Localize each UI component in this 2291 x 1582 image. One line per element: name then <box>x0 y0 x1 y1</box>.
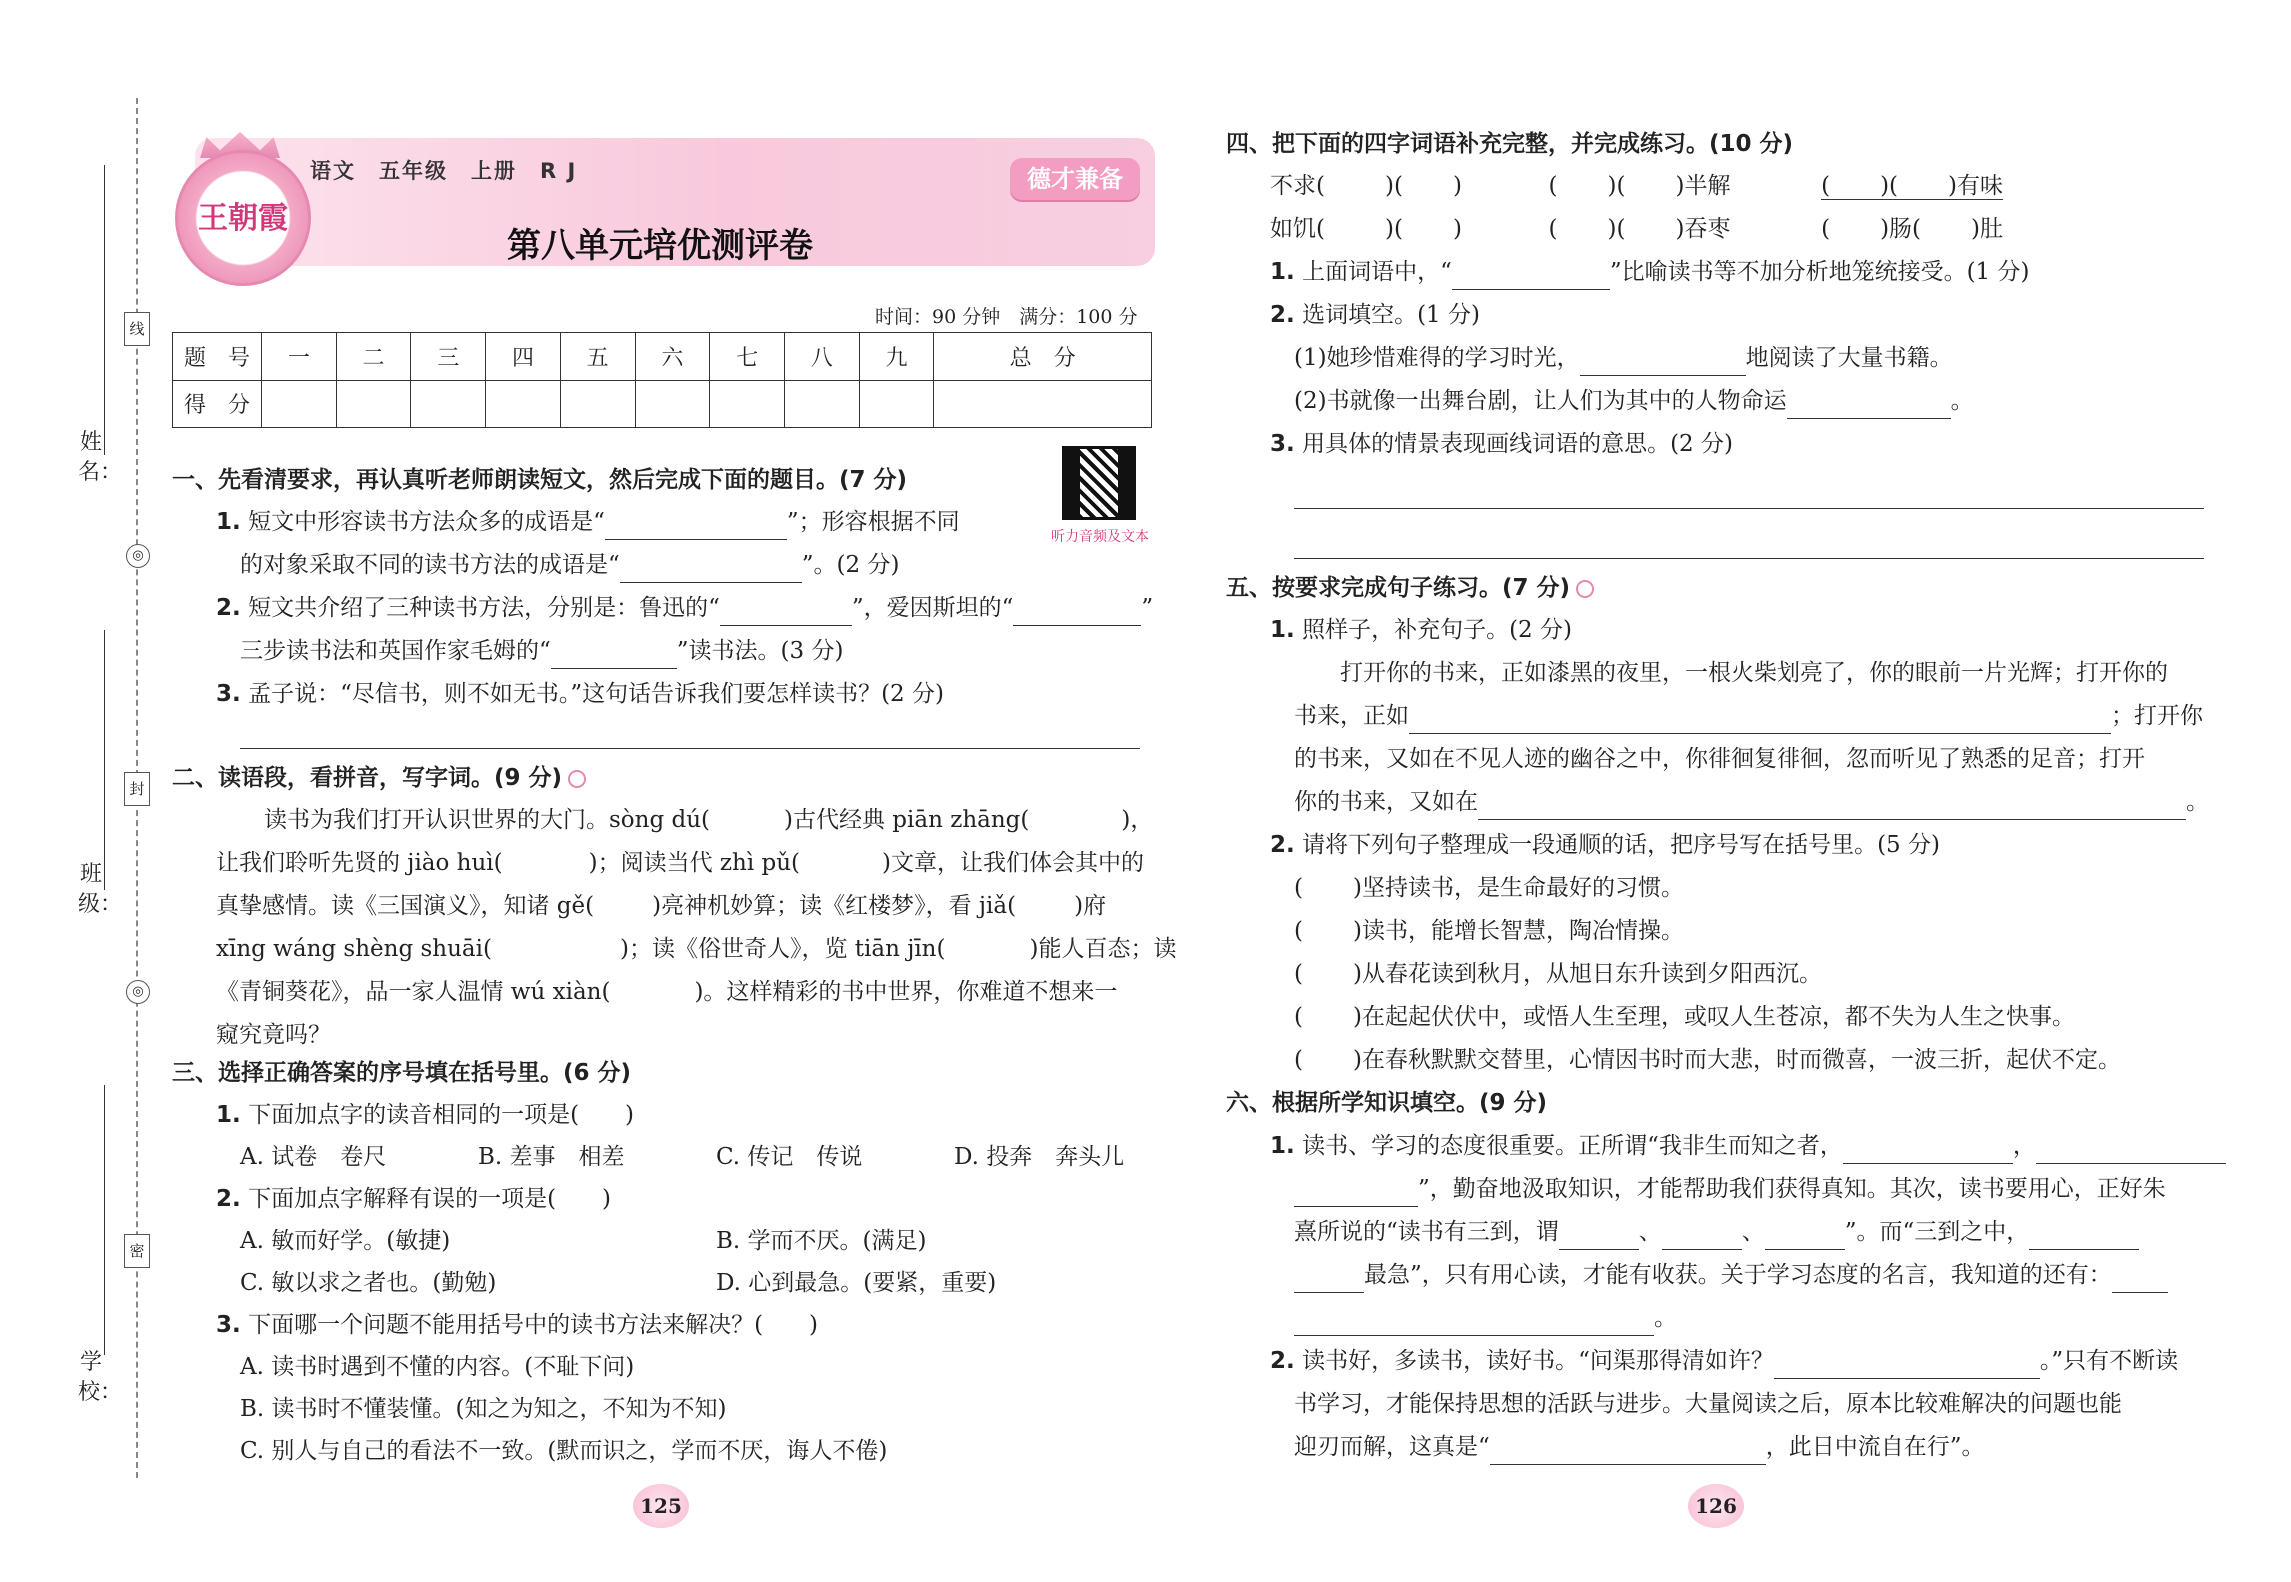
s4-idiom-row-1 <box>1270 168 2003 204</box>
s5-order-item: ( )坚持读书，是生命最好的习惯。 <box>1294 875 1684 901</box>
answer-blank[interactable] <box>1580 347 1746 376</box>
section-6-heading: 六、根据所学知识填空。(9 分) <box>1226 1090 1548 1116</box>
s6-text: ”，勤奋地汲取知识，才能帮助我们获得真知。其次，读书要用心，正好朱 <box>1418 1176 2166 1202</box>
answer-blank[interactable] <box>1843 1135 2013 1164</box>
idiom-text: )吞枣 <box>1675 216 1731 242</box>
answer-blank[interactable] <box>1478 791 2186 820</box>
answer-blank[interactable] <box>1774 1350 2040 1379</box>
s5-item-text: 在起起伏伏中，或悟人生至理，或叹人生苍凉，都不失为人生之快事。 <box>1361 1004 2075 1030</box>
s5-item-text: 在春秋默默交替里，心情因书时而大悲，时而微喜，一波三折，起伏不定。 <box>1361 1047 2121 1073</box>
s4-idiom-row-2 <box>1270 211 2003 247</box>
question-number: 3. <box>216 1312 241 1338</box>
section-5-heading-text: 五、按要求完成句子练习。(7 分) <box>1226 575 1571 601</box>
s6-text: 、 <box>1741 1219 1765 1245</box>
score-cell[interactable] <box>411 380 486 428</box>
seal-mark: 封 <box>124 772 150 806</box>
question-number: 2. <box>216 595 241 621</box>
binding-hole-icon: ◎ <box>126 544 150 568</box>
brand-badge: 德才兼备 <box>1010 158 1140 200</box>
idiom-text: )( <box>1384 173 1403 199</box>
question-number: 2. <box>1270 1348 1295 1374</box>
s1-q3-line <box>216 676 944 712</box>
s5-text: 书来，正如 <box>1294 703 1409 729</box>
question-number: 1. <box>216 509 241 535</box>
score-value-row <box>173 380 1152 428</box>
answer-blank[interactable] <box>1765 1221 1845 1250</box>
s3-q2-option-c[interactable]: C. 敏以求之者也。(勤勉) <box>240 1270 497 1296</box>
s1-q2-text-b: ”，爱因斯坦的“ <box>851 595 1014 621</box>
s6-text: 。 <box>1654 1305 1677 1331</box>
s2-text: )；读《俗世奇人》，览 tiān jīn( <box>619 936 946 962</box>
s6-q2-line1 <box>1270 1343 2178 1379</box>
s1-q2-line2 <box>240 633 843 669</box>
class-line <box>104 630 105 890</box>
score-row-label: 得 分 <box>173 380 262 428</box>
s2-text: )， <box>1121 807 1154 833</box>
s4-q1 <box>1270 254 2029 290</box>
s4-q2-1-text-b: 地阅读了大量书籍。 <box>1745 345 1953 371</box>
s2-line1 <box>264 802 1153 838</box>
score-cell[interactable] <box>336 380 411 428</box>
s3-q2-option-a[interactable]: A. 敏而好学。(敏捷) <box>240 1228 451 1254</box>
answer-blank[interactable] <box>1490 1436 1766 1465</box>
s2-line5 <box>216 974 1117 1010</box>
score-header-cell: 六 <box>635 333 710 381</box>
s2-text: )；阅读当代 zhì pǔ( <box>588 850 801 876</box>
s5-text: 。 <box>2186 789 2209 815</box>
idiom-text: )肠( <box>1880 216 1922 242</box>
answer-blank[interactable] <box>1294 1307 1654 1336</box>
s3-q3-option-b[interactable]: B. 读书时不懂装懂。(知之为知之，不知为不知) <box>240 1396 727 1422</box>
s1-q3-text: 孟子说：“尽信书，则不如无书。”这句话告诉我们要怎样读书？(2 分) <box>248 681 944 707</box>
idiom-text: ( <box>1548 173 1558 199</box>
answer-blank[interactable] <box>605 511 787 540</box>
score-header-cell: 题 号 <box>173 333 262 381</box>
answer-blank[interactable] <box>551 640 677 669</box>
s1-q2-line1 <box>216 590 1153 626</box>
answer-blank[interactable] <box>1294 1264 1364 1293</box>
s2-text: 读书为我们打开认识世界的大门。sòng dú( <box>264 807 711 833</box>
question-number: 2. <box>1270 302 1295 328</box>
s2-text: )亮神机妙算；读《红楼梦》，看 jiǎ( <box>652 893 1017 919</box>
score-header-cell: 九 <box>859 333 934 381</box>
s6-text: 熹所说的“读书有三到，谓 <box>1294 1219 1559 1245</box>
s6-text: ，此日中流自在行”。 <box>1765 1434 1985 1460</box>
s6-q1-line2 <box>1294 1171 2166 1207</box>
question-number: 1. <box>216 1102 241 1128</box>
s6-text: 迎刃而解，这真是“ <box>1294 1434 1490 1460</box>
s5-item-text: 读书，能增长智慧，陶冶情操。 <box>1361 918 1684 944</box>
answer-line[interactable] <box>240 748 1140 749</box>
score-cell[interactable] <box>486 380 561 428</box>
s3-q3 <box>216 1307 818 1343</box>
s2-text: )。这样精彩的书中世界，你难道不想来一 <box>694 979 1118 1005</box>
s2-text: 真挚感情。读《三国演义》，知诸 gě( <box>216 893 595 919</box>
score-header-cell: 五 <box>560 333 635 381</box>
s5-q2-text: 请将下列句子整理成一段通顺的话，把序号写在括号里。(5 分) <box>1302 832 1940 858</box>
answer-line[interactable] <box>1294 508 2204 509</box>
s1-q1-text-b: ”；形容根据不同 <box>786 509 960 535</box>
s4-q2-1-text-a: (1)她珍惜难得的学习时光， <box>1294 345 1580 371</box>
idiom-text: )( <box>1384 216 1403 242</box>
answer-line[interactable] <box>1294 558 2204 559</box>
school-label: 学 校： <box>78 1350 123 1405</box>
idiom-text: 不求( <box>1270 173 1325 199</box>
idiom-text: )有味 <box>1948 173 2004 199</box>
section-3-heading: 三、选择正确答案的序号填在括号里。(6 分) <box>172 1060 632 1086</box>
s4-q2-text: 选词填空。(1 分) <box>1302 302 1480 328</box>
s2-text: xīng wáng shèng shuāi( <box>216 936 492 962</box>
s1-q1-line2 <box>240 547 899 583</box>
idiom-text: )肚 <box>1971 216 2004 242</box>
line-mark: 线 <box>124 312 150 346</box>
answer-blank[interactable] <box>2029 1221 2139 1250</box>
s5-q1 <box>1270 612 1572 648</box>
section-4-heading: 四、把下面的四字词语补充完整，并完成练习。(10 分) <box>1226 131 1794 157</box>
score-header-cell: 总 分 <box>934 333 1152 381</box>
page-number-right: 126 <box>1688 1484 1744 1528</box>
s5-paragraph-3: 的书来，又如在不见人迹的幽谷之中，你徘徊复徘徊，忽而听见了熟悉的足音；打开 <box>1294 746 2145 772</box>
qr-label: 听力音频及文本 <box>1051 529 1149 545</box>
score-header-cell: 三 <box>411 333 486 381</box>
s3-q1-option-a[interactable]: A. 试卷 卷尺 <box>240 1144 387 1170</box>
answer-blank[interactable] <box>1409 705 2111 734</box>
score-header-cell: 七 <box>710 333 785 381</box>
secret-mark: 密 <box>124 1234 150 1268</box>
s5-item-text: 从春花读到秋月，从旭日东升读到夕阳西沉。 <box>1361 961 1822 987</box>
s3-q2-option-b[interactable]: B. 学而不厌。(满足) <box>716 1228 927 1254</box>
score-table <box>172 332 1152 428</box>
s6-text: 读书好，多读书，读好书。“问渠那得清如许？ <box>1302 1348 1774 1374</box>
s3-q1-option-d[interactable]: D. 投奔 奔头儿 <box>954 1144 1125 1170</box>
s6-text: 读书、学习的态度很重要。正所谓“我非生而知之者， <box>1302 1133 1843 1159</box>
score-header-cell: 一 <box>262 333 337 381</box>
audio-icon <box>568 770 586 788</box>
score-cell[interactable] <box>560 380 635 428</box>
s1-q1-text-d: ”。(2 分) <box>801 552 900 578</box>
s1-q1-text-a: 短文中形容读书方法众多的成语是“ <box>248 509 605 535</box>
time-info: 时间：90 分钟 满分：100 分 <box>875 306 1138 328</box>
s2-text: )文章，让我们体会其中的 <box>882 850 1145 876</box>
s2-line2 <box>216 845 1144 881</box>
idiom-text: ( <box>1821 216 1831 242</box>
answer-blank[interactable] <box>1559 1221 1639 1250</box>
question-number: 3. <box>1270 431 1295 457</box>
s3-q1-option-c[interactable]: C. 传记 传说 <box>716 1144 863 1170</box>
s6-q1-line5 <box>1294 1300 1677 1336</box>
page-number-left: 125 <box>633 1484 689 1528</box>
s2-line3 <box>216 888 1106 924</box>
s5-q1-text: 照样子，补充句子。(2 分) <box>1302 617 1572 643</box>
s6-text: 。”只有不断读 <box>2039 1348 2179 1374</box>
s3-q2-text: 下面加点字解释有误的一项是( ) <box>248 1186 612 1212</box>
answer-blank[interactable] <box>1013 597 1141 626</box>
s4-q2-2 <box>1294 383 1974 419</box>
idiom-text: )( <box>1880 173 1899 199</box>
s5-order-item: ( )读书，能增长智慧，陶冶情操。 <box>1294 918 1684 944</box>
s4-q2-2-text-b: 。 <box>1950 388 1974 414</box>
name-label: 姓 名： <box>78 430 123 485</box>
s2-line4 <box>216 931 1176 967</box>
idiom-text: ( <box>1821 173 1831 199</box>
s4-q3 <box>1270 426 1733 462</box>
s6-text: ”。而“三到之中， <box>1844 1219 2030 1245</box>
answer-blank[interactable] <box>1662 1221 1742 1250</box>
s1-q2-text-c: ” <box>1141 595 1154 621</box>
section-2-heading <box>172 760 586 796</box>
s3-q2 <box>216 1181 611 1217</box>
s4-q2-1 <box>1294 340 1953 376</box>
s5-text: ；打开你 <box>2111 703 2203 729</box>
s5-order-item: ( )从春花读到秋月，从旭日东升读到夕阳西沉。 <box>1294 961 1822 987</box>
answer-blank[interactable] <box>1787 390 1951 419</box>
score-cell[interactable] <box>710 380 785 428</box>
idiom-text: ) <box>1452 216 1462 242</box>
answer-blank[interactable] <box>2112 1264 2168 1293</box>
brand-name: 王朝霞 <box>198 201 288 236</box>
score-header-row <box>173 333 1152 381</box>
s2-text: )能人百态；读 <box>1029 936 1177 962</box>
s3-q3-text: 下面哪一个问题不能用括号中的读书方法来解决？( ) <box>248 1312 819 1338</box>
answer-blank[interactable] <box>720 597 852 626</box>
score-cell[interactable] <box>859 380 934 428</box>
s3-q1 <box>216 1097 634 1133</box>
s5-paragraph-2 <box>1294 698 2203 734</box>
score-header-cell: 四 <box>486 333 561 381</box>
page-title: 第八单元培优测评卷 <box>507 226 813 266</box>
question-number: 1. <box>1270 1133 1295 1159</box>
answer-blank[interactable] <box>1294 1178 1418 1207</box>
section-5-heading <box>1226 570 1594 606</box>
score-header-cell: 八 <box>784 333 859 381</box>
s2-text: )府 <box>1074 893 1107 919</box>
idiom-text: ( <box>1548 216 1558 242</box>
s2-text: )古代经典 piān zhāng( <box>784 807 1030 833</box>
s1-q2-text-d: 三步读书法和英国作家毛姆的“ <box>240 638 551 664</box>
s1-q2-text-e: ”读书法。(3 分) <box>676 638 844 664</box>
s5-order-item: ( )在起起伏伏中，或悟人生至理，或叹人生苍凉，都不失为人生之快事。 <box>1294 1004 2075 1030</box>
s2-text: 让我们聆听先贤的 jiào huì( <box>216 850 503 876</box>
s4-q1-text-a: 上面词语中，“ <box>1302 259 1452 285</box>
score-cell[interactable] <box>784 380 859 428</box>
answer-blank[interactable] <box>1452 261 1610 290</box>
question-number: 3. <box>216 681 241 707</box>
s5-item-text: 坚持读书，是生命最好的习惯。 <box>1361 875 1684 901</box>
s2-line6: 窥究竟吗？ <box>216 1022 331 1048</box>
s4-q2-2-text-a: (2)书就像一出舞台剧，让人们为其中的人物命运 <box>1294 388 1787 414</box>
s3-q3-option-c[interactable]: C. 别人与自己的看法不一致。(默而识之，学而不厌，诲人不倦) <box>240 1438 888 1464</box>
score-cell[interactable] <box>262 380 337 428</box>
s4-q3-text: 用具体的情景表现画线词语的意思。(2 分) <box>1302 431 1733 457</box>
s1-q1-line1 <box>216 504 960 540</box>
s5-text: 你的书来，又如在 <box>1294 789 1478 815</box>
s2-text: 《青铜葵花》，品一家人温情 wú xiàn( <box>216 979 611 1005</box>
audio-icon <box>1576 580 1594 598</box>
idiom-text: )( <box>1607 216 1626 242</box>
idiom-text: 如饥( <box>1270 216 1325 242</box>
s6-q1-line4 <box>1294 1257 2168 1293</box>
idiom-text: )半解 <box>1675 173 1731 199</box>
question-number: 2. <box>216 1186 241 1212</box>
s6-q2-line2: 书学习，才能保持思想的活跃与进步。大量阅读之后，原本比较难解决的问题也能 <box>1294 1391 2122 1417</box>
s3-q2-option-d[interactable]: D. 心到最急。(要紧，重要) <box>716 1270 997 1296</box>
s6-text: ， <box>2012 1133 2036 1159</box>
answer-blank[interactable] <box>620 554 802 583</box>
s3-q3-option-a[interactable]: A. 读书时遇到不懂的内容。(不耻下问) <box>240 1354 635 1380</box>
s1-q1-text-c: 的对象采取不同的读书方法的成语是“ <box>240 552 620 578</box>
s1-q2-text-a: 短文共介绍了三种读书方法，分别是：鲁迅的“ <box>248 595 720 621</box>
name-line <box>104 165 105 455</box>
question-number: 1. <box>1270 617 1295 643</box>
score-cell[interactable] <box>934 380 1152 428</box>
s4-q1-text-b: ”比喻读书等不加分析地笼统接受。(1 分) <box>1609 259 2030 285</box>
s6-text: 、 <box>1638 1219 1662 1245</box>
s3-q1-text: 下面加点字的读音相同的一项是( ) <box>248 1102 635 1128</box>
section-2-heading-text: 二、读语段，看拼音，写字词。(9 分) <box>172 765 563 791</box>
s6-text: 最急”，只有用心读，才能有收获。关于学习态度的名言，我知道的还有： <box>1364 1262 2112 1288</box>
s5-q2 <box>1270 827 1940 863</box>
s3-q1-option-b[interactable]: B. 差事 相差 <box>478 1144 625 1170</box>
qr-code-icon[interactable] <box>1062 446 1136 520</box>
brand-logo <box>175 150 311 286</box>
s5-order-item: ( )在春秋默默交替里，心情因书时而大悲，时而微喜，一波三折，起伏不定。 <box>1294 1047 2121 1073</box>
s6-q1-line3 <box>1294 1214 2139 1250</box>
s4-q2 <box>1270 297 1480 333</box>
school-line <box>104 1085 105 1355</box>
answer-blank[interactable] <box>2036 1135 2226 1164</box>
question-number: 2. <box>1270 832 1295 858</box>
s6-q2-line3 <box>1294 1429 1985 1465</box>
section-1-heading: 一、先看清要求，再认真听老师朗读短文，然后完成下面的题目。(7 分) <box>172 467 908 493</box>
s5-paragraph-1: 打开你的书来，正如漆黑的夜里，一根火柴划亮了，你的眼前一片光辉；打开你的 <box>1340 660 2168 686</box>
s6-q1-line1 <box>1270 1128 2226 1164</box>
subject-meta: 语文 五年级 上册 R J <box>310 159 578 183</box>
binding-hole-icon: ◎ <box>126 980 150 1004</box>
idiom-text: )( <box>1607 173 1626 199</box>
idiom-text: ) <box>1452 173 1462 199</box>
s5-paragraph-4 <box>1294 784 2209 820</box>
question-number: 1. <box>1270 259 1295 285</box>
score-cell[interactable] <box>635 380 710 428</box>
class-label: 班 级： <box>78 862 123 917</box>
score-header-cell: 二 <box>336 333 411 381</box>
